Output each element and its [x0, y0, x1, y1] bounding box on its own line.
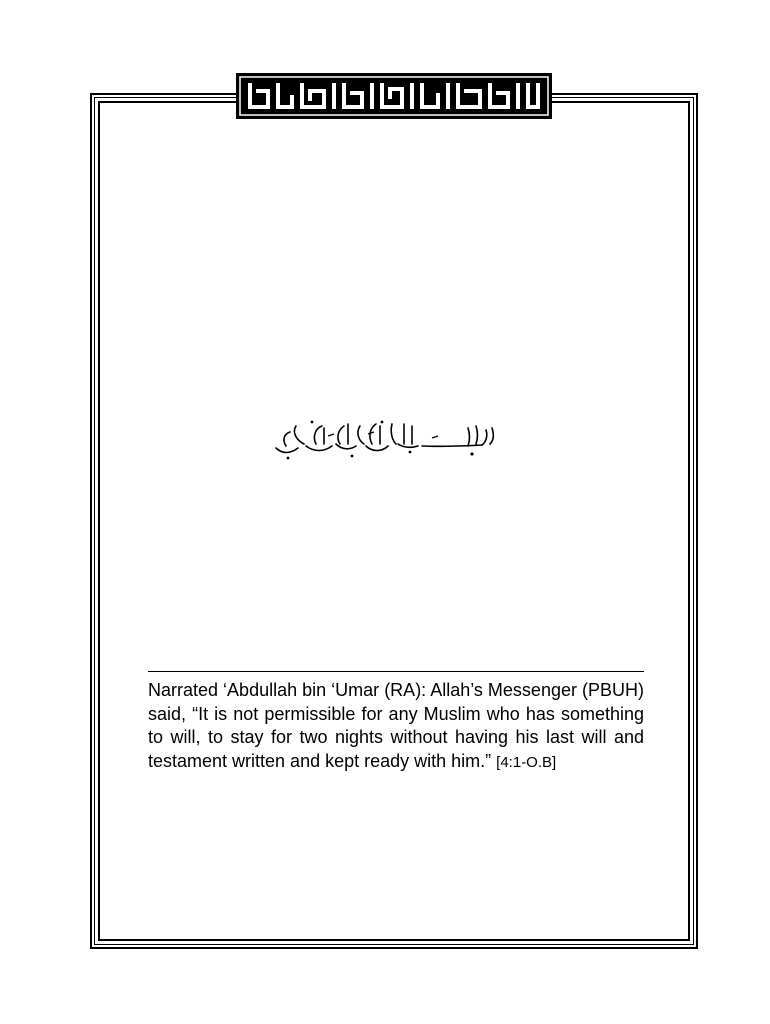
text-separator-rule — [148, 671, 644, 672]
hadith-reference: [4:1-O.B] — [496, 753, 557, 771]
page-border-inner — [98, 101, 690, 941]
hadith-text — [148, 679, 644, 774]
hadith-body: Narrated ‘Abdullah bin ‘Umar (RA): Allah’s Messenger (PBUH) said, “It is not permissible for any Muslim who has something to will, to stay for two nights without having his last will and testament written and kept ready with him.” — [148, 680, 644, 771]
arabic-basmala-calligraphy-icon — [272, 418, 500, 462]
kufic-calligraphy-banner-icon — [236, 73, 552, 119]
